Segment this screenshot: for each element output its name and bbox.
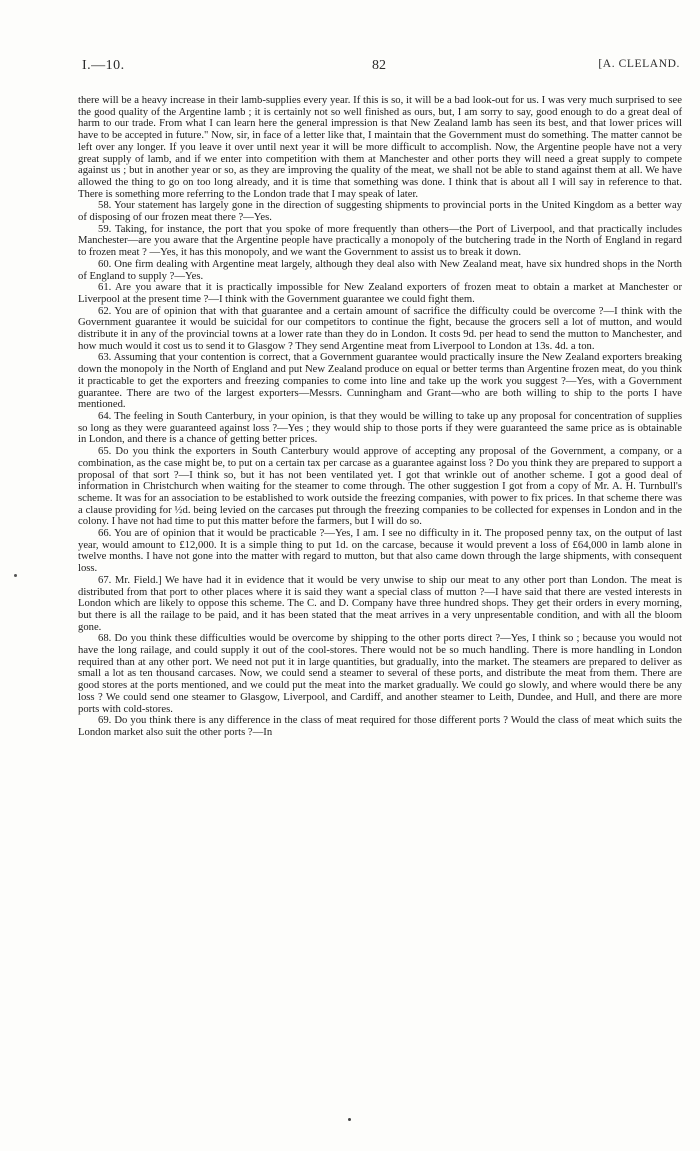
body-text — [78, 95, 682, 739]
question-61: 61. Are you aware that it is practically impossible for New Zealand exporters of frozen meat to obtain a market at Manchester or Liverpool at the present time ?—I think with the Government guarantee we could fight them. — [78, 282, 682, 305]
question-67: 67. Mr. Field.] We have had it in evidence that it would be very unwise to ship our meat to any other port than London. The meat is distributed from that port to other places where it is said they want a special class of mutton ?—I have said that there are vested interests in London which are likely to oppose this scheme. The C. and D. Company have three hundred shops. They get their orders in every morning, but there is all the railage to be paid, and it has been stated that the meat arrives in a very unpresentable condition, and with all the bloom gone. — [78, 574, 682, 633]
paragraph-continuation: there will be a heavy increase in their lamb-supplies every year. If this is so, it will be a bad look-out for us. I was very much surprised to see the good quality of the Argentine lamb ; it is certainly not so well finished as ours, but, I am sorry to say, good enough to do a great deal of harm to our trade. From what I can learn here the general impression is that New Zealand lamb has seen its best, and that lower prices will have to be accepted in future." Now, sir, in face of a letter like that, I maintain that the Government must do something. The matter cannot be left over any longer. If you leave it over until next year it will be more difficult to accomplish. Now, the Argentine people have not a very great supply of lamb, and if we enter into competition with them at Manchester and other ports they will need a great supply to compete against us ; but in another year or so, as they are improving the quality of the meat, we shall not be able to stand against them at all. We have allowed the thing to go on too long already, and it is time that something was done. I think that is about all I will say in reference to that. There is something more referring to the London trade that I may speak of later. — [78, 95, 682, 200]
question-58: 58. Your statement has largely gone in the direction of suggesting shipments to provincial ports in the United Kingdom as a better way of disposing of our frozen meat there ?—Yes. — [78, 200, 682, 224]
margin-dot — [14, 574, 17, 577]
page-number: 82 — [372, 58, 386, 73]
document-reference: I.—10. — [82, 58, 125, 73]
question-66: 66. You are of opinion that it would be practicable ?—Yes, I am. I see no difficulty in it. The proposed penny tax, on the output of last year, would amount to £12,000. It is a simple thing to put 1d. on the carcase, because it would prevent a loss of £64,000 in lamb alone in twelve months. I have not gone into the matter with regard to mutton, but that also came down through the large shipments, with consequent loss. — [78, 528, 682, 575]
question-69: 69. Do you think there is any difference in the class of meat required for those different ports ? Would the class of meat which suits the London market also suit the other ports ?—In — [78, 715, 682, 738]
page-header — [82, 58, 680, 78]
question-65: 65. Do you think the exporters in South Canterbury would approve of accepting any proposal of the Government, a company, or a combination, as the case might be, to put on a certain tax per carcase as a guarantee against loss ? Do you think they are prepared to support a proposal of that sort ?—I think so, but it has not been ventilated yet. I got that wrinkle out of another scheme. I got a good deal of information in Christchurch when waiting for the steamer to come through. The other suggestion I got from a copy of Mr. A. H. Turnbull's scheme. It was for an association to be established to work outside the freezing companies, with power to fix prices. In that scheme there was a clause providing for ½d. being levied on the carcases put through the freezing companies to be collected for expenses in London and in the colony. I have not had time to put this matter before the farmers, but I will do so. — [78, 446, 682, 528]
question-68: 68. Do you think these difficulties would be overcome by shipping to the other ports direct ?—Yes, I think so ; because you would not have the long railage, and could supply it out of the cool-stores. There would not be so much handling. There is more handling in London required than at any other port. We need not put it in large quantities, but gradually, into the market. The steamers are prepared to deliver as small a lot as ten thousand carcases. Now, we could send a steamer to several of these ports, and distribute the meat from them. There are good stores at the ports mentioned, and we could put the meat into the market gradually. We could go slowly, and where would there be any loss ? We could send one steamer to Glasgow, Liverpool, and Cardiff, and another steamer to Leith, Dundee, and Hull, and there are more ports with cold-stores. — [78, 633, 682, 715]
footer-dot — [348, 1118, 351, 1121]
question-62: 62. You are of opinion that with that guarantee and a certain amount of sacrifice the difficulty could be overcome ?—I think with the Government guarantee it would be suicidal for our competitors to continue the fight, because the grocers sell a lot of mutton, and would distribute it in any of the provincial towns at a lower rate than they do in London. It costs 9d. per head to send the mutton to Manchester, and how much would it cost us to send it to Glasgow ? They send Argentine meat from Liverpool to London at 13s. 4d. a ton. — [78, 305, 682, 352]
question-64: 64. The feeling in South Canterbury, in your opinion, is that they would be willing to take up any proposal for concentration of supplies so long as they were guaranteed against loss ?—Yes ; they would ship to those ports if they were guaranteed the same price as is obtainable in London, and there is a chance of getting better prices. — [78, 410, 682, 446]
question-63: 63. Assuming that your contention is correct, that a Government guarantee would practically insure the New Zealand exporters breaking down the monopoly in the North of England and put New Zealand produce on equal or better terms than Argentine frozen meat, do you think it practicable to get the exporters and freezing companies to come into line and take up the work you suggest ?—Yes, with a Government guarantee. There are two of the largest exporters—Messrs. Cunningham and Grant—who are both willing to ship to the ports I have mentioned. — [78, 352, 682, 411]
question-59: 59. Taking, for instance, the port that you spoke of more frequently than others—the Port of Liverpool, and that practically includes Manchester—are you aware that the Argentine people have practically a monopoly of the butchering trade in the North of England in regard to frozen meat ? —Yes, it has this monopoly, and we want the Government to assist us to break it down. — [78, 223, 682, 259]
question-60: 60. One firm dealing with Argentine meat largely, although they deal also with New Zealand meat, have six hundred shops in the North of England to supply ?—Yes. — [78, 258, 682, 282]
witness-name: [A. CLELAND. — [598, 58, 680, 70]
